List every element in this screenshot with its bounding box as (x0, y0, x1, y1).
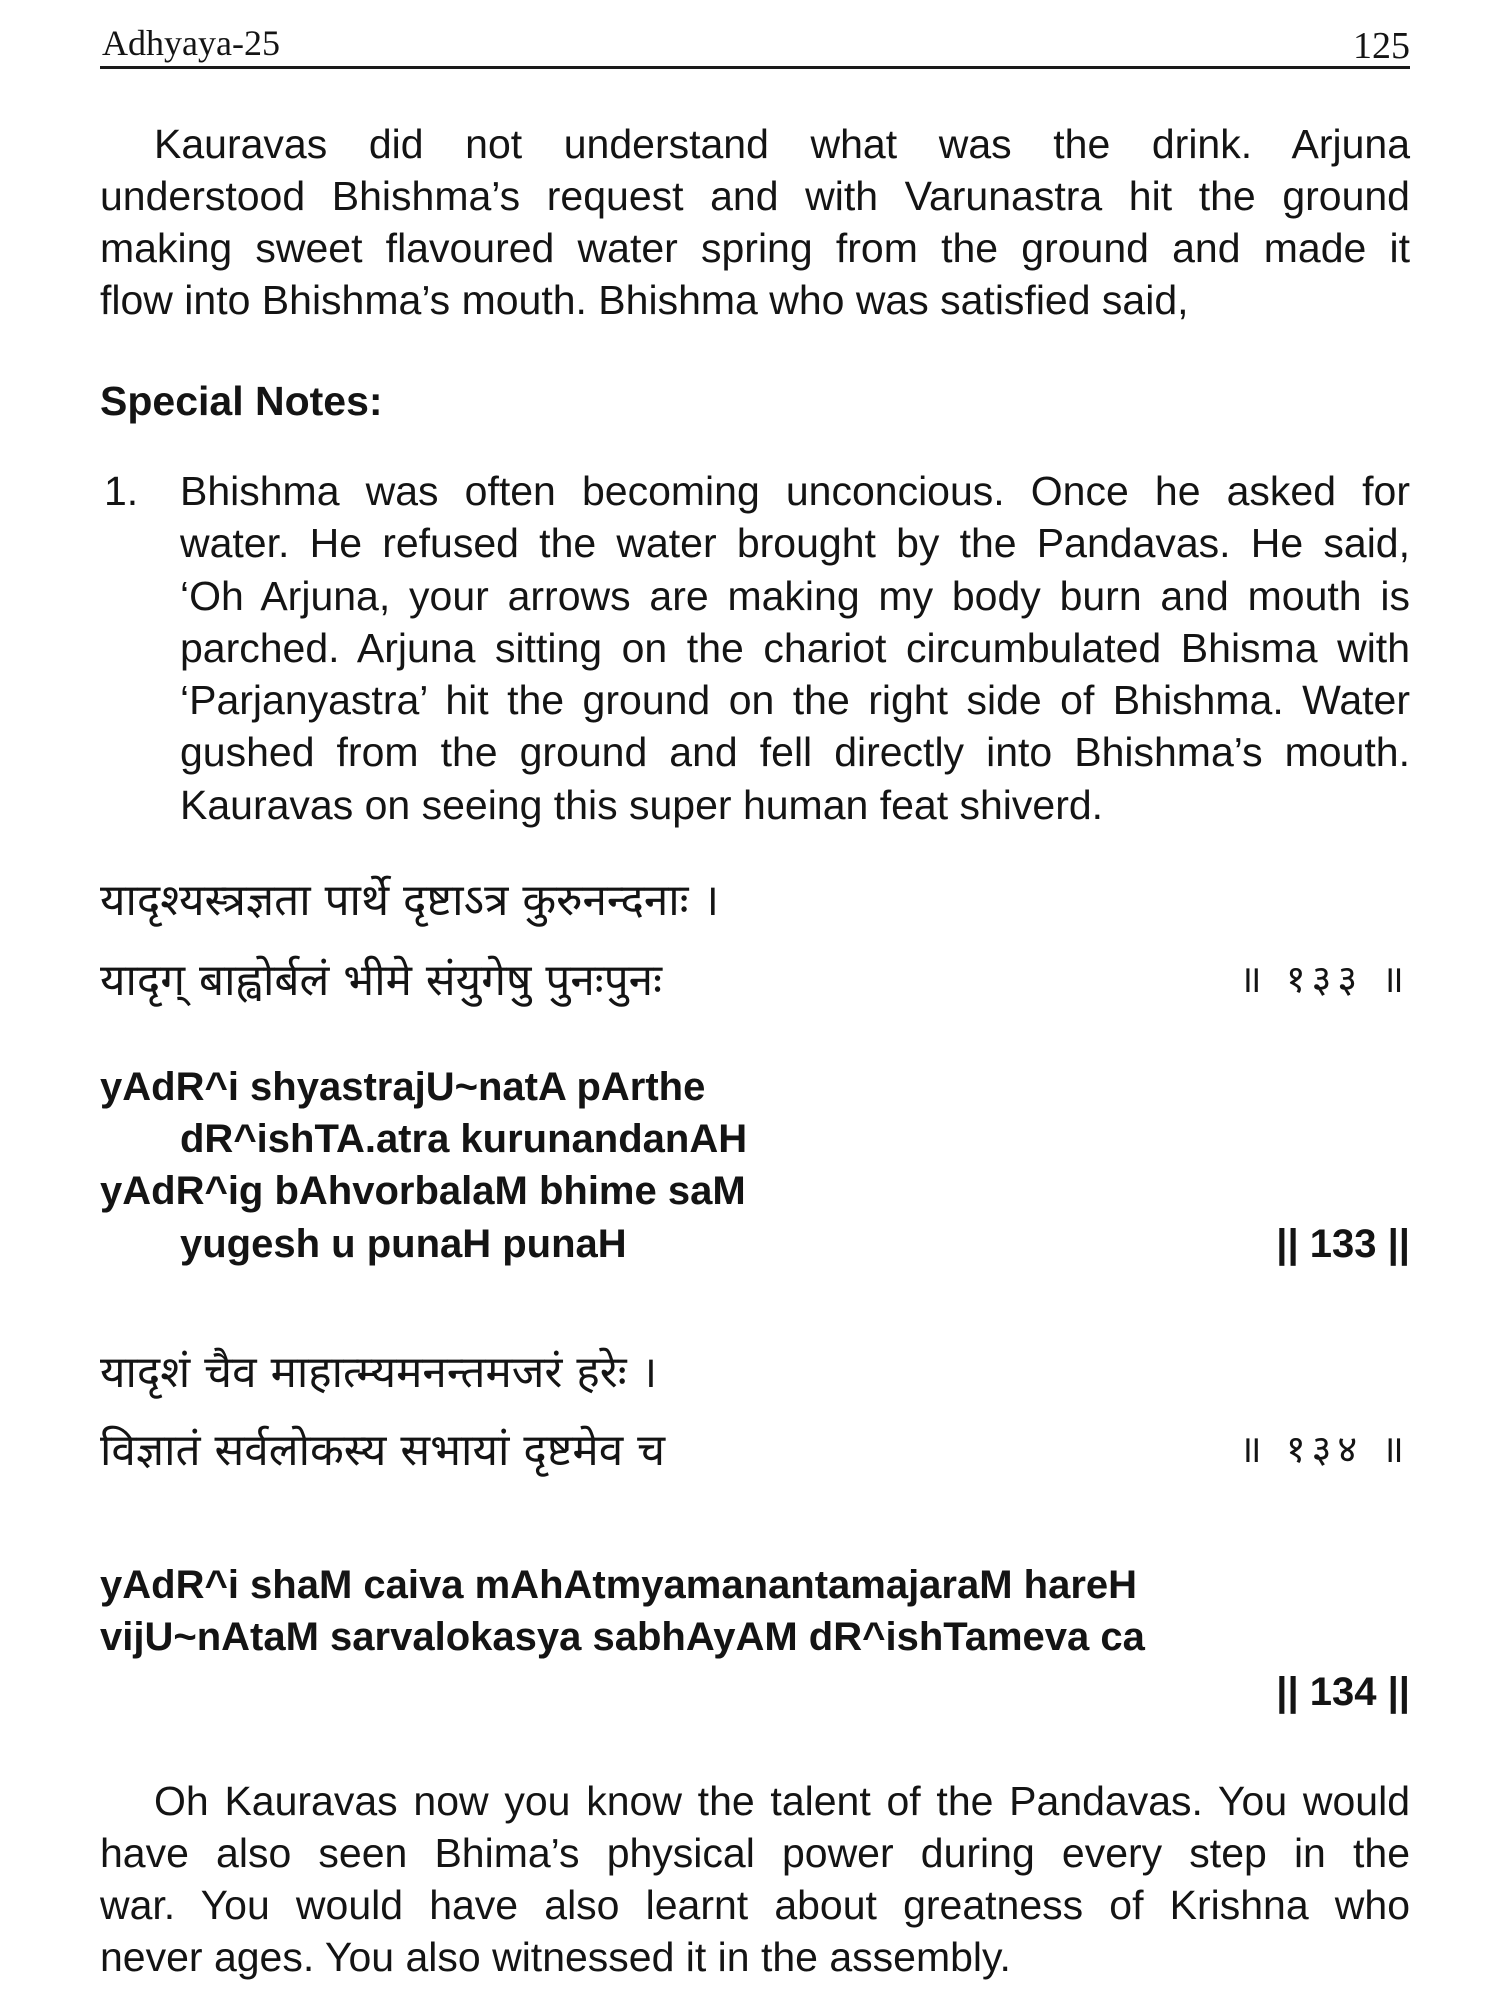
note-line: gushed from the ground and fell directly into Bhishma’s mouth. (180, 729, 1410, 776)
note-line: ‘Oh Arjuna, your arrows are making my body burn and mouth is (180, 572, 1410, 619)
paragraph-line: Oh Kauravas now you know the talent of the Pandavas. You would (154, 1778, 1410, 1824)
transliteration-text: dR^ishTA.atra kurunandanAH (180, 1117, 748, 1161)
note-line: Kauravas on seeing this super human feat shiverd. (180, 781, 1104, 828)
verse-number: || 133 || (1276, 1222, 1410, 1266)
verse-number-devanagari: ॥ १३३ ॥ (1239, 957, 1410, 1001)
paragraph-line: making sweet flavoured water spring from the ground and made it (100, 225, 1410, 271)
note-line: water. He refused the water brought by the Pandavas. He said, (180, 520, 1410, 567)
note-body (180, 465, 1410, 831)
devanagari-text: यादृशं चैव माहात्म्यमनन्तमजरं हरेः । (100, 1347, 658, 1398)
transliteration-text: yAdR^i shyastrajU~natA pArthe (100, 1065, 706, 1109)
verse-number: || 134 || (1276, 1670, 1410, 1714)
paragraph-line: never ages. You also witnessed it in the assembly. (100, 1934, 1011, 1980)
note-line: parched. Arjuna sitting on the chariot circumbulated Bhisma with (180, 624, 1410, 671)
transliteration-text: yAdR^i shaM caiva mAhAtmyamanantamajaraM hareH (100, 1563, 1138, 1607)
paragraph-line: war. You would have also learnt about greatness of Krishna who (100, 1882, 1410, 1928)
closing-paragraph (100, 1775, 1410, 1983)
transliteration-text: yugesh u punaH punaH (180, 1222, 627, 1266)
verse-133-transliteration-line (100, 1222, 1410, 1274)
verse-134-devanagari-line-2 (100, 1418, 1410, 1478)
devanagari-text: विज्ञातं सर्वलोकस्य सभायां दृष्टमेव च (100, 1425, 666, 1476)
verse-133-transliteration-line (100, 1117, 1410, 1169)
verse-133-devanagari-line-1 (100, 868, 1410, 928)
transliteration-text: vijU~nAtaM sarvalokasya sabhAyAM dR^ishTameva ca (100, 1615, 1145, 1659)
intro-paragraph (100, 118, 1410, 326)
verse-134-transliteration-line (100, 1563, 1410, 1615)
page-number: 125 (1353, 25, 1410, 67)
special-notes-heading: Special Notes: (100, 378, 383, 424)
running-header (100, 22, 1410, 69)
verse-133-transliteration-line (100, 1169, 1410, 1221)
transliteration-text: yAdR^ig bAhvorbalaM bhime saM (100, 1169, 746, 1213)
paragraph-line: have also seen Bhima’s physical power during every step in the (100, 1830, 1410, 1876)
verse-134-number-line (100, 1670, 1410, 1722)
verse-133-devanagari-line-2 (100, 948, 1410, 1008)
paragraph-line: Kauravas did not understand what was the drink. Arjuna (154, 121, 1410, 167)
verse-134-transliteration-line (100, 1615, 1410, 1667)
devanagari-text: यादृश्यस्त्रज्ञता पार्थे दृष्टाऽत्र कुरुनन्दनाः । (100, 875, 720, 926)
note-line: Bhishma was often becoming unconcious. Once he asked for (180, 468, 1410, 514)
paragraph-line: understood Bhishma’s request and with Varunastra hit the ground (100, 173, 1410, 219)
devanagari-text: यादृग् बाह्वोर्बलं भीमे संयुगेषु पुनःपुनः (100, 955, 662, 1006)
verse-number-devanagari: ॥ १३४ ॥ (1239, 1427, 1410, 1471)
note-number: 1. (104, 468, 139, 514)
paragraph-line: flow into Bhishma’s mouth. Bhishma who was satisfied said, (100, 277, 1189, 323)
verse-134-devanagari-line-1 (100, 1340, 1410, 1400)
chapter-title: Adhyaya-25 (102, 23, 280, 63)
verse-133-transliteration-line (100, 1065, 1410, 1117)
note-line: ‘Parjanyastra’ hit the ground on the right side of Bhishma. Water (180, 677, 1410, 724)
